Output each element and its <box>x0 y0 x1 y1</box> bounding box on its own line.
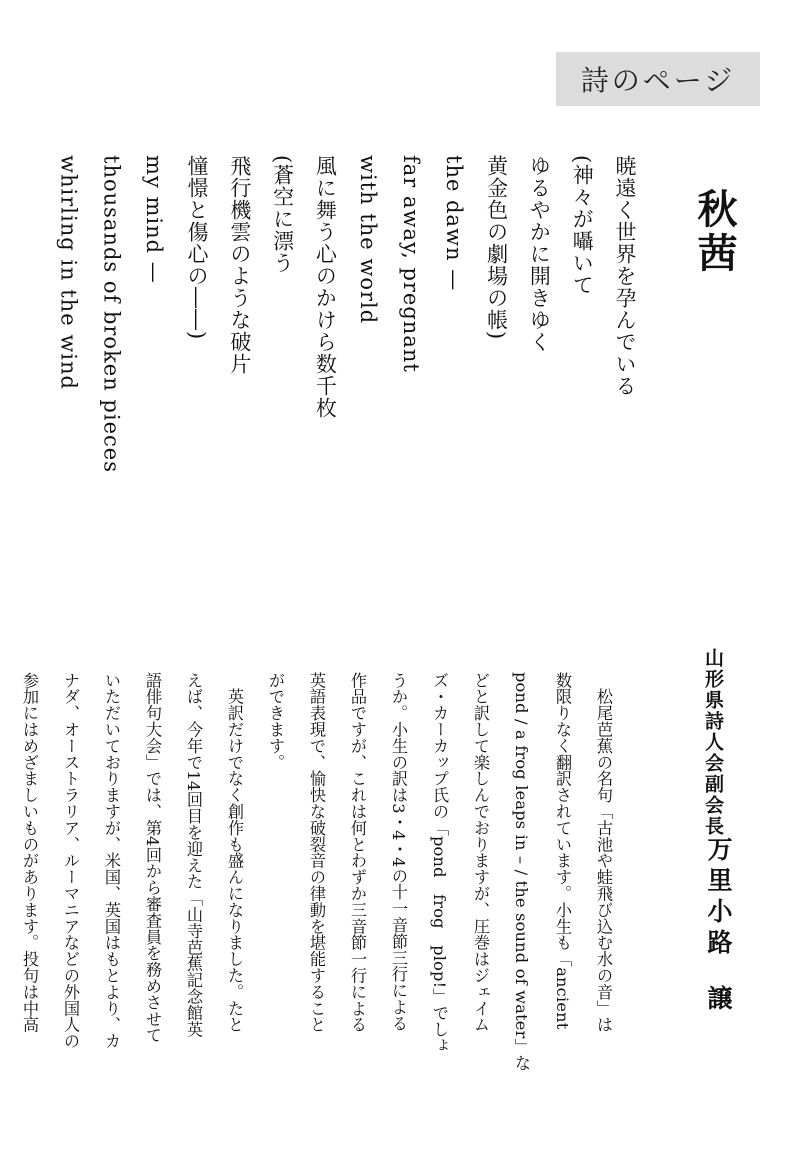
author-given-name: 譲 <box>704 985 733 1010</box>
poem-line: ゆるやかに開きゆく <box>527 155 552 353</box>
essay-line: 語俳句大会」では、第4回から審査員を務めさせて <box>143 672 162 1044</box>
author-name: 万里小路 <box>704 836 733 960</box>
poem-line: 黄金色の劇場の帳) <box>484 155 509 341</box>
poem-line: 憧憬と傷心の――) <box>185 155 210 341</box>
essay-body <box>20 672 624 1132</box>
essay-line: うか。小生の訳は3・4・4の十一音節三行による <box>389 672 408 1032</box>
essay-line: 英語表現で、愉快な破裂音の律動を堪能すること <box>307 672 326 1033</box>
essay-line: ができます。 <box>266 672 285 771</box>
poem-line: the dawn — <box>441 155 466 292</box>
poem-line: far away, pregnant <box>399 155 424 373</box>
essay-line: 英訳だけでなく創作も盛んになりました。たと <box>225 672 244 1033</box>
poem-line: 飛行機雲のような破片 <box>227 155 252 375</box>
poem-line: whirling in the wind <box>56 155 81 390</box>
essay-line: 作品ですが、これは何とわずか三音節一行による <box>348 672 367 1033</box>
essay-line: えば、今年で14回目を迎えた「山寺芭蕉記念館英 <box>184 672 203 1038</box>
essay-line: 松尾芭蕉の名句「古池や蛙飛び込む水の音」は <box>594 672 613 1033</box>
poem-line: 暁遠く世界を孕んでいる <box>613 155 637 397</box>
poem-line: (蒼空に漂う <box>270 155 295 275</box>
poem-line: 風に舞う心のかけら数千枚 <box>313 155 338 419</box>
poem-line: my mind — <box>142 155 167 284</box>
poem-line: thousands of broken pieces <box>99 155 124 473</box>
poem-body <box>22 155 646 473</box>
essay-line: ナダ、オーストラリア、ルーマニアなどの外国人の <box>61 672 80 1050</box>
essay-line: 参加にはめざましいものがあります。投句は中高 <box>20 672 39 1033</box>
essay-line: 数限りなく翻訳されています。小生も「ancient <box>553 672 572 1030</box>
essay-line: どと訳して楽しんでおりますが、圧巻はジェイム <box>471 672 490 1033</box>
essay-line: いただいておりますが、米国、英国はもとより、カ <box>102 672 121 1050</box>
essay-line: ズ・カーカップ氏の「pond frog plop!」でしょ <box>430 672 449 1054</box>
poem-line: (神々が囁いて <box>570 155 595 297</box>
page-section-header: 詩のページ <box>556 52 760 106</box>
poem-title: 秋茜 <box>691 188 737 276</box>
poem-line: with the world <box>356 155 381 325</box>
author-organization: 山形県詩人会副会長 <box>702 648 724 837</box>
essay-line: pond / a frog leaps in – / the sound of water」な <box>512 672 531 1072</box>
